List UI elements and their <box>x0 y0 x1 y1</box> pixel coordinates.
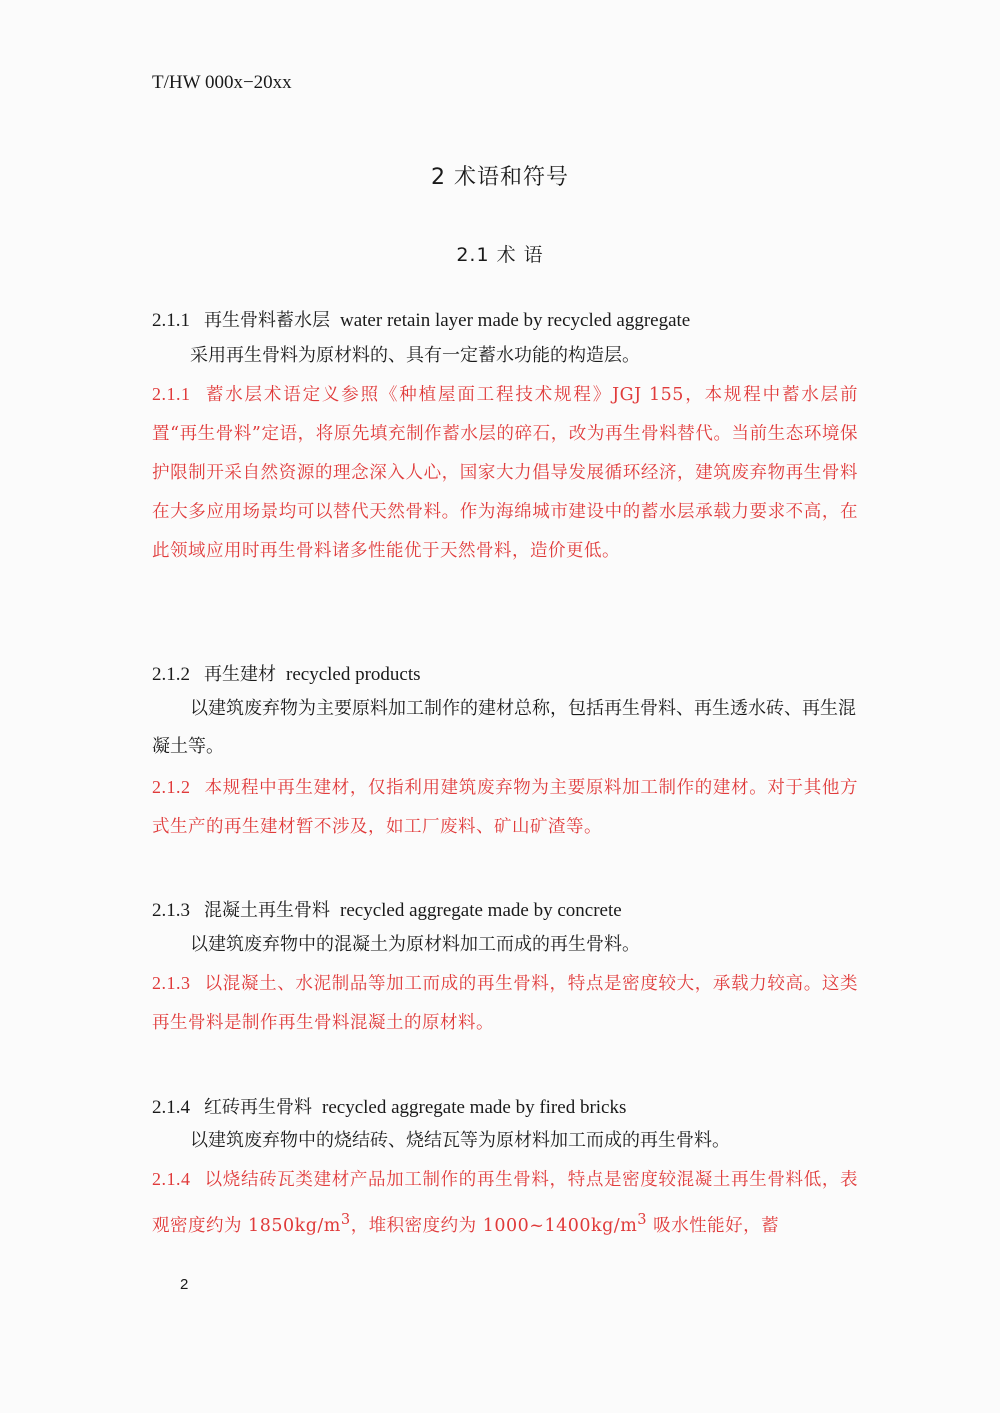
term-definition: 以建筑废弃物为主要原料加工制作的建材总称，包括再生骨料、再生透水砖、再生混凝土等。 <box>152 698 856 757</box>
note-number: 2.1.4 <box>152 1169 191 1189</box>
section-title: 2.1 术 语 <box>456 244 544 266</box>
term-english: recycled aggregate made by fired bricks <box>322 1097 627 1118</box>
superscript-cubed: 3 <box>637 1211 648 1228</box>
term-number: 2.1.2 <box>152 664 190 685</box>
term-heading <box>152 896 622 922</box>
term-note <box>152 768 858 847</box>
term-note <box>152 1160 858 1246</box>
term-english: recycled products <box>286 664 421 685</box>
note-number: 2.1.1 <box>152 384 191 404</box>
term-number: 2.1.3 <box>152 900 190 921</box>
term-definition: 采用再生骨料为原材料的、具有一定蓄水功能的构造层。 <box>190 345 640 366</box>
superscript-cubed: 3 <box>340 1211 351 1228</box>
note-text: 本规程中再生建材，仅指利用建筑废弃物为主要原料加工制作的建材。对于其他方式生产的再生建材暂不涉及，如工厂废料、矿山矿渣等。 <box>152 778 858 837</box>
term-definition: 以建筑废弃物中的混凝土为原材料加工而成的再生骨料。 <box>190 934 640 955</box>
term-note <box>152 964 858 1043</box>
note-text-c: 吸水性能好，蓄 <box>647 1215 780 1236</box>
term-chinese: 混凝土再生骨料 <box>204 900 330 921</box>
note-number: 2.1.3 <box>152 973 191 993</box>
term-english: water retain layer made by recycled aggregate <box>340 310 691 331</box>
note-number: 2.1.2 <box>152 777 191 797</box>
term-chinese: 再生建材 <box>204 664 276 685</box>
term-number: 2.1.1 <box>152 310 190 331</box>
term-definition: 以建筑废弃物中的烧结砖、烧结瓦等为原材料加工而成的再生骨料。 <box>190 1130 730 1151</box>
note-text-b: ，堆积密度约为 1000~1400kg/m <box>350 1215 638 1236</box>
note-text: 蓄水层术语定义参照《种植屋面工程技术规程》JGJ 155，本规程中蓄水层前置“再生骨料”定语，将原先填充制作蓄水层的碎石，改为再生骨料替代。当前生态环境保护限制开采自然资源的理念深入人心，国家大力倡导发展循环经济，建筑废弃物再生骨料在大多应用场景均可以替代天然骨料。作为海绵城市建设中的蓄水层承载力要求不高，在此领域应用时再生骨料诸多性能优于天然骨料，造价更低。 <box>152 385 858 561</box>
chapter-title: 2 术语和符号 <box>431 165 569 190</box>
term-english: recycled aggregate made by concrete <box>340 900 622 921</box>
term-number: 2.1.4 <box>152 1097 190 1118</box>
standard-code: T/HW 000x−20xx <box>152 72 292 93</box>
term-heading <box>152 660 421 686</box>
term-chinese: 再生骨料蓄水层 <box>204 310 330 331</box>
term-note <box>152 375 858 571</box>
note-text: 以混凝土、水泥制品等加工而成的再生骨料，特点是密度较大，承载力较高。这类再生骨料是制作再生骨料混凝土的原材料。 <box>152 974 858 1033</box>
term-chinese: 红砖再生骨料 <box>204 1097 312 1118</box>
page-number: 2 <box>180 1276 189 1293</box>
term-heading <box>152 1093 626 1119</box>
note-text-a: 以烧结砖瓦类建材产品加工制作的再生骨料，特点是密度较混凝土再生骨料低，表观密度约为 1850kg/m <box>152 1170 858 1236</box>
term-heading <box>152 306 690 332</box>
